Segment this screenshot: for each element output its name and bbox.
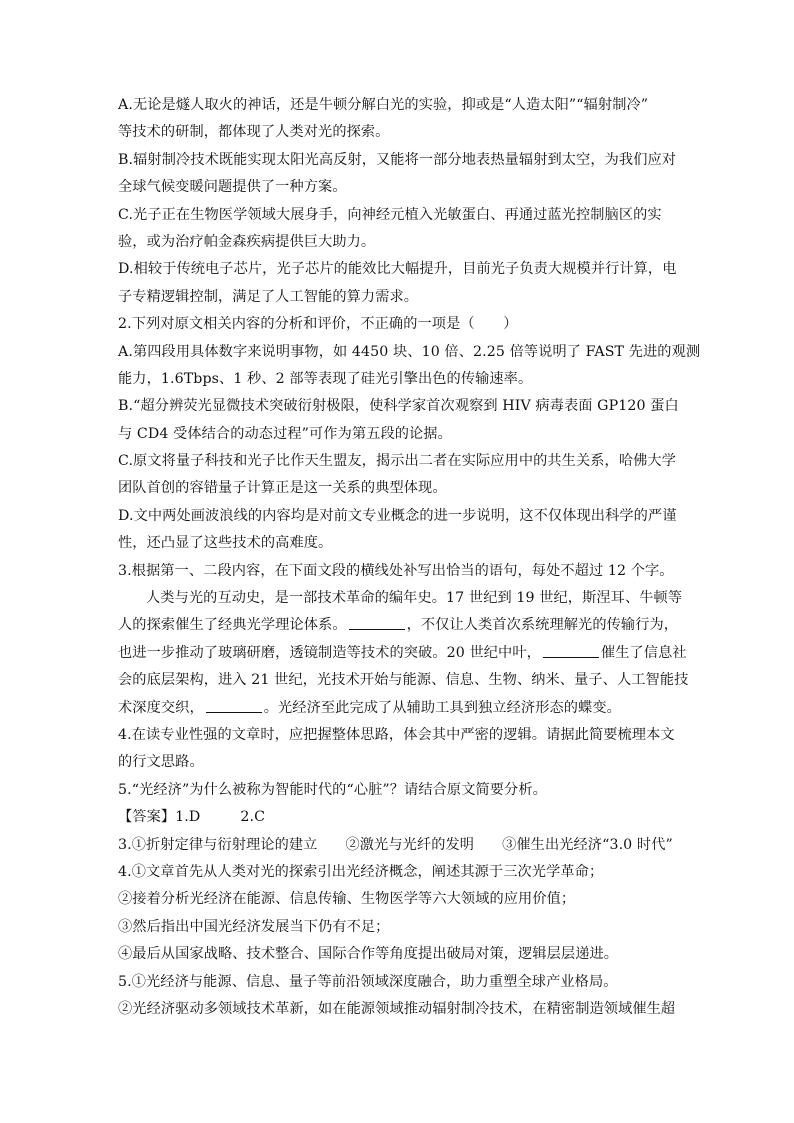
option-1d-line1: D.相较于传统电子芯片，光子芯片的能效比大幅提升，目前光子负责大规模并行计算，电 xyxy=(118,261,677,278)
question-2-stem: 2.下列对原文相关内容的分析和评价，不正确的一项是（ ） xyxy=(118,316,518,333)
fill-passage-line1: 人类与光的互动史，是一部技术革命的编年史。17 世纪到 19 世纪，斯涅耳、牛顿等 xyxy=(146,590,683,607)
answer-3 xyxy=(118,832,678,859)
answer-q2: 2.C xyxy=(240,809,266,826)
question-5: 5.“光经济”为什么被称为智能时代的“心脏”？请结合原文简要分析。 xyxy=(118,781,547,798)
question-3-stem: 3.根据第一、二段内容，在下面文段的横线处补写出恰当的语句，每处不超过 12 个字。 xyxy=(118,562,674,579)
option-2a-line2: 能力，1.6Tbps、1 秒、2 部等表现了硅光引擎出色的传输速率。 xyxy=(118,370,533,387)
option-2b-line1: B.“超分辨荧光显微技术突破衍射极限，使科学家首次观察到 HIV 病毒表面 GP120 蛋白 xyxy=(118,398,679,415)
answer-4-step4: ④最后从国家战略、技术整合、国际合作等角度提出破局对策，逻辑层层递进。 xyxy=(118,946,619,963)
option-2b-line2: 与 CD4 受体结合的动态过程”可作为第五段的论据。 xyxy=(118,425,452,442)
fill-passage-line5 xyxy=(118,695,678,722)
answer-5-point1: 5.①光经济与能源、信息、量子等前沿领域深度融合，助力重塑全球产业格局。 xyxy=(118,973,618,990)
fill-passage-line3 xyxy=(118,640,687,667)
question-4-line1: 4.在读专业性强的文章时，应把握整体思路，体会其中严密的逻辑。请据此简要梳理本文 xyxy=(118,726,675,743)
answer-header xyxy=(118,804,678,831)
fill-text-a: 人的探索催生了经典光学理论体系。 xyxy=(118,617,347,634)
option-2c-line2: 团队首创的容错量子计算正是这一关系的典型体现。 xyxy=(118,480,447,497)
answer-label-q1: 【答案】1.D xyxy=(118,809,201,826)
option-1d-line2: 子专精逻辑控制，满足了人工智能的算力需求。 xyxy=(118,288,419,305)
answer-3-part3: ③催生出光经济“3.0 时代” xyxy=(502,836,673,853)
fill-text-e: 术深度交织， xyxy=(118,699,204,716)
answer-4-step1: 4.①文章首先从人类对光的探索引出光经济概念，阐述其源于三次光学革命； xyxy=(118,863,604,880)
answer-5-point2: ②光经济驱动多领域技术革新，如在能源领域推动辐射制冷技术，在精密制造领域催生超 xyxy=(118,1000,676,1017)
option-2c-line1: C.原文将量子科技和光子比作天生盟友，揭示出二者在实际应用中的共生关系，哈佛大学 xyxy=(118,453,676,470)
fill-text-b: ，不仅让人类首次系统理解光的传输行为， xyxy=(406,617,679,634)
answer-3-part1: 3.①折射定律与衍射理论的建立 xyxy=(118,836,318,853)
answer-4-step3: ③然后指出中国光经济发展当下仍有不足； xyxy=(118,918,390,935)
fill-passage-line4: 会的底层架构，进入 21 世纪，光技术开始与能源、信息、生物、纳米、量子、人工智能技 xyxy=(118,672,689,689)
option-1b-line1: B.辐射制冷技术既能实现太阳光高反射，又能将一部分地表热量辐射到太空，为我们应对 xyxy=(118,151,677,168)
document-body xyxy=(118,92,701,1023)
answer-4-step2: ②接着分析光经济在能源、信息传输、生物医学等六大领域的应用价值； xyxy=(118,891,576,908)
option-1c-line1: C.光子正在生物医学领域大展身手，向神经元植入光敏蛋白、再通过蓝光控制脑区的实 xyxy=(118,206,662,223)
fill-blank-1[interactable] xyxy=(349,615,405,630)
answer-3-part2: ②激光与光纤的发明 xyxy=(345,836,475,853)
option-2d-line1: D.文中两处画波浪线的内容均是对前文专业概念的进一步说明，这不仅体现出科学的严谨 xyxy=(118,507,677,524)
fill-blank-3[interactable] xyxy=(206,698,262,713)
fill-text-f: 。光经济至此完成了从辅助工具到独立经济形态的蝶变。 xyxy=(263,699,621,716)
option-2d-line2: 性，还凸显了这些技术的高难度。 xyxy=(118,535,333,552)
option-1a-line2: 等技术的研制，都体现了人类对光的探索。 xyxy=(118,124,390,141)
fill-blank-2[interactable] xyxy=(543,643,599,658)
option-1a-line1: A.无论是燧人取火的神话，还是牛顿分解白光的实验，抑或是“人造太阳”“辐射制冷” xyxy=(118,97,649,113)
fill-text-c: 也进一步推动了玻璃研磨，透镜制造等技术的突破。20 世纪中叶， xyxy=(118,644,541,661)
option-2a-line1: A.第四段用具体数字来说明事物，如 4450 块、10 倍、2.25 倍等说明了 FAST 先进的观测 xyxy=(118,343,701,360)
question-4-line2: 的行文思路。 xyxy=(118,754,204,771)
option-1c-line2: 验，或为治疗帕金森疾病提供巨大助力。 xyxy=(118,233,376,250)
fill-passage-line2 xyxy=(118,612,678,639)
fill-text-d: 催生了信息社 xyxy=(600,644,687,661)
option-1b-line2: 全球气候变暖问题提供了一种方案。 xyxy=(118,179,347,196)
